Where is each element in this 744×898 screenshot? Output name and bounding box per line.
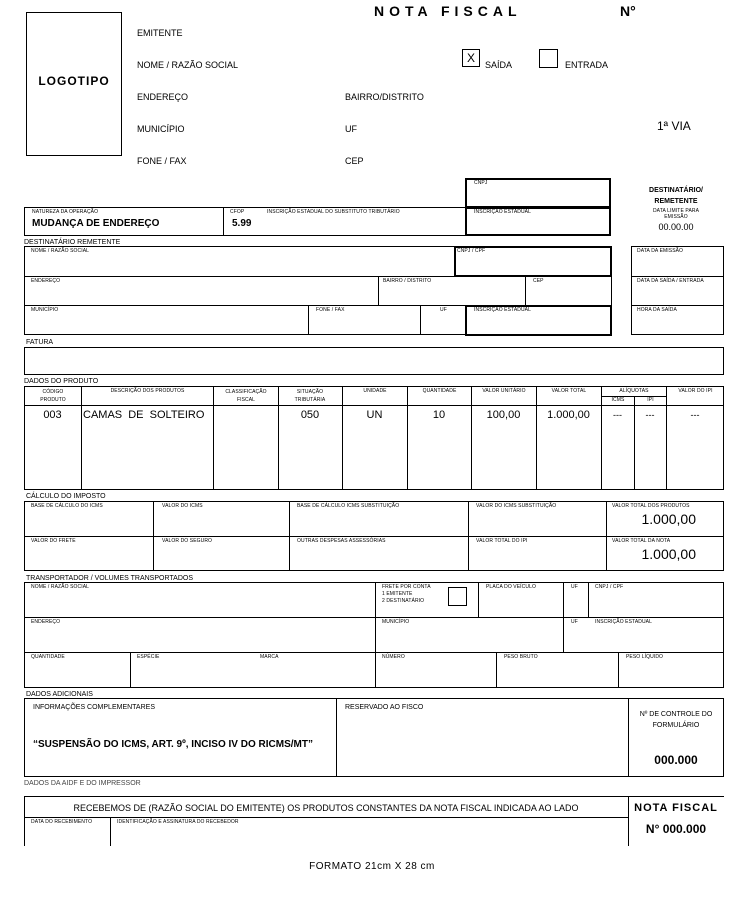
adicionais-section-title: DADOS ADICIONAIS [26, 691, 93, 698]
data-limite-label: DATA LIMITE PARA EMISSÃO [652, 208, 700, 220]
dest-bairro-label: BAIRRO / DISTRITO [383, 278, 432, 284]
dest-cnpj-label: CNPJ / CPF [457, 248, 486, 254]
transp-endereco-label: ENDEREÇO [31, 619, 61, 625]
identificacao-recebedor-label: IDENTIFICAÇÃO E ASSINATURA DO RECEBEDOR [117, 819, 239, 825]
transp-ie-label: INSCRIÇÃO ESTADUAL [595, 619, 652, 625]
row-ipi: --- [645, 410, 655, 420]
dest-endereco-label: ENDEREÇO [31, 278, 61, 284]
frete-label: VALOR DO FRETE [31, 538, 76, 544]
valor-icms-sub-label: VALOR DO ICMS SUBSTITUIÇÃO [476, 503, 557, 509]
valor-icms-label: VALOR DO ICMS [162, 503, 203, 509]
transp-nome-label: NOME / RAZÃO SOCIAL [31, 584, 90, 590]
col-classificacao-header: CLASSIFICAÇÃO FISCAL [225, 389, 267, 403]
cfop-value: 5.99 [232, 218, 252, 229]
col-codigo-header: CÓDIGO PRODUTO [40, 389, 66, 403]
row-situacao: 050 [300, 409, 320, 421]
canhoto-nota-fiscal: NOTA FISCAL [634, 802, 718, 814]
transportador-box [24, 582, 724, 688]
dest-rem-label: DESTINATÁRIO/ REMETENTE [649, 187, 703, 205]
produtos-section-title: DADOS DO PRODUTO [24, 378, 99, 385]
frete-emitente-label: 1 EMITENTE [382, 591, 413, 597]
document-number-label: N° [620, 3, 636, 19]
emitente-municipio-label: MUNICÍPIO [137, 124, 185, 134]
emitente-uf-label: UF [345, 124, 357, 134]
total-nota-label: VALOR TOTAL DA NOTA [612, 538, 671, 544]
col-aliquotas-header: ALÍQUOTAS [619, 388, 649, 394]
fatura-section-title: FATURA [26, 339, 54, 346]
col-valor-total-header: VALOR TOTAL [551, 388, 587, 394]
emitente-cep-label: CEP [345, 156, 364, 166]
col-unidade-header: UNIDADE [363, 388, 387, 394]
cfop-label: CFOP [230, 209, 245, 215]
frete-conta-label: FRETE POR CONTA [382, 584, 431, 590]
total-nota-value: 1.000,00 [641, 546, 696, 562]
row-unidade: UN [366, 409, 383, 421]
imposto-section-title: CÁLCULO DO IMPOSTO [26, 493, 106, 500]
entrada-label: ENTRADA [565, 60, 609, 70]
info-complementares-value: “SUSPENSÃO DO ICMS, ART. 9º, INCISO IV DO RICMS/MT” [33, 739, 313, 750]
placa-label: PLACA DO VEÍCULO [486, 584, 536, 590]
canhoto-numero: N° 000.000 [645, 822, 707, 836]
saida-label: SAÍDA [485, 60, 513, 70]
dest-fone-label: FONE / FAX [316, 307, 345, 313]
row-icms: --- [613, 410, 622, 420]
transp-peso-liquido-label: PESO LÍQUIDO [626, 654, 664, 660]
entrada-checkbox[interactable] [539, 49, 558, 68]
data-emissao-label: DATA DA EMISSÃO [637, 248, 684, 254]
emitente-bairro-label: BAIRRO/DISTRITO [345, 92, 424, 102]
col-valor-ipi-header: VALOR DO IPI [678, 388, 713, 394]
seguro-label: VALOR DO SEGURO [162, 538, 213, 544]
col-situacao-header: SITUAÇÃO TRIBUTÁRIA [294, 389, 326, 403]
dest-uf-label: UF [440, 307, 447, 313]
transp-peso-bruto-label: PESO BRUTO [504, 654, 538, 660]
row-valor-ipi: --- [690, 410, 700, 420]
aidf-label: DADOS DA AIDF E DO IMPRESSOR [24, 780, 141, 787]
data-recebimento-label: DATA DO RECEBIMENTO [31, 819, 93, 825]
hora-saida-label: HORA DA SAÍDA [637, 307, 677, 313]
transp-cnpj-label: CNPJ / CPF [595, 584, 624, 590]
dest-municipio-label: MUNICÍPIO [31, 307, 59, 313]
data-limite-value: 00.00.00 [658, 222, 694, 232]
row-valor-total: 1.000,00 [547, 409, 590, 421]
formato-label: FORMATO 21cm X 28 cm [309, 861, 435, 872]
fatura-box [24, 347, 724, 375]
dest-cep-label: CEP [533, 278, 544, 284]
frete-conta-checkbox[interactable] [448, 587, 467, 606]
natureza-value: MUDANÇA DE ENDEREÇO [32, 218, 160, 229]
ie-label: INSCRIÇÃO ESTADUAL [474, 209, 531, 215]
transp-municipio-label: MUNICÍPIO [382, 619, 410, 625]
document-title: NOTA FISCAL [374, 3, 522, 19]
total-produtos-label: VALOR TOTAL DOS PRODUTOS [612, 503, 690, 509]
total-ipi-label: VALOR TOTAL DO IPI [476, 538, 528, 544]
base-icms-label: BASE DE CÁLCULO DO ICMS [31, 503, 103, 509]
cnpj-label: CNPJ [474, 180, 488, 186]
frete-destinatario-label: 2 DESTINATÁRIO [382, 598, 425, 604]
datas-box [631, 246, 724, 335]
transp-uf2-label: UF [571, 619, 578, 625]
row-codigo: 003 [43, 409, 62, 421]
controle-formulario-label: Nº DE CONTROLE DO FORMULÁRIO [639, 711, 713, 729]
col-descricao-header: DESCRIÇÃO DOS PRODUTOS [110, 388, 185, 394]
emitente-label: EMITENTE [137, 28, 183, 38]
row-descricao: CAMAS DE SOLTEIRO [83, 409, 205, 421]
controle-formulario-value: 000.000 [654, 753, 698, 767]
via-label: 1ª VIA [657, 119, 691, 133]
data-saida-label: DATA DA SAÍDA / ENTRADA [637, 278, 704, 284]
row-quantidade: 10 [432, 409, 446, 421]
dest-ie-label: INSCRIÇÃO ESTADUAL [474, 307, 531, 313]
emitente-fone-label: FONE / FAX [137, 156, 187, 166]
col-quantidade-header: QUANTIDADE [422, 388, 457, 394]
ie-substituto-label: INSCRIÇÃO ESTADUAL DO SUBSTITUTO TRIBUTÁRIO [267, 209, 400, 215]
emitente-nome-label: NOME / RAZÃO SOCIAL [137, 60, 239, 70]
transp-uf-label: UF [571, 584, 578, 590]
base-icms-sub-label: BASE DE CÁLCULO ICMS SUBSTITUIÇÃO [297, 503, 400, 509]
transportador-section-title: TRANSPORTADOR / VOLUMES TRANSPORTADOS [26, 575, 193, 582]
outras-despesas-label: OUTRAS DESPESAS ASSESSÓRIAS [297, 538, 386, 544]
natureza-label: NATUREZA DA OPERAÇÃO [32, 209, 99, 215]
info-complementares-label: INFORMAÇÕES COMPLEMENTARES [33, 704, 155, 711]
transp-numero-label: NÚMERO [382, 654, 405, 660]
transp-especie-label: ESPÉCIE [137, 654, 160, 660]
col-ipi-header: IPI [647, 397, 654, 403]
emitente-endereco-label: ENDEREÇO [137, 92, 189, 102]
col-icms-header: ICMS [611, 397, 625, 403]
row-valor-unitario: 100,00 [486, 409, 521, 421]
logo-placeholder: LOGOTIPO [38, 74, 110, 88]
saida-checkbox[interactable]: X [462, 49, 480, 67]
reservado-fisco-label: RESERVADO AO FISCO [345, 704, 424, 711]
canhoto-texto: RECEBEMOS DE (RAZÃO SOCIAL DO EMITENTE) OS PRODUTOS CONSTANTES DA NOTA FISCAL INDICADA AO LADO [73, 803, 579, 813]
transp-quantidade-label: QUANTIDADE [31, 654, 65, 660]
total-produtos-value: 1.000,00 [641, 511, 696, 527]
transp-marca-label: MARCA [260, 654, 279, 660]
destinatario-section-title: DESTINATÁRIO REMETENTE [24, 239, 121, 246]
dest-nome-label: NOME / RAZÃO SOCIAL [31, 248, 90, 254]
col-valor-unitario-header: VALOR UNITÁRIO [482, 388, 526, 394]
